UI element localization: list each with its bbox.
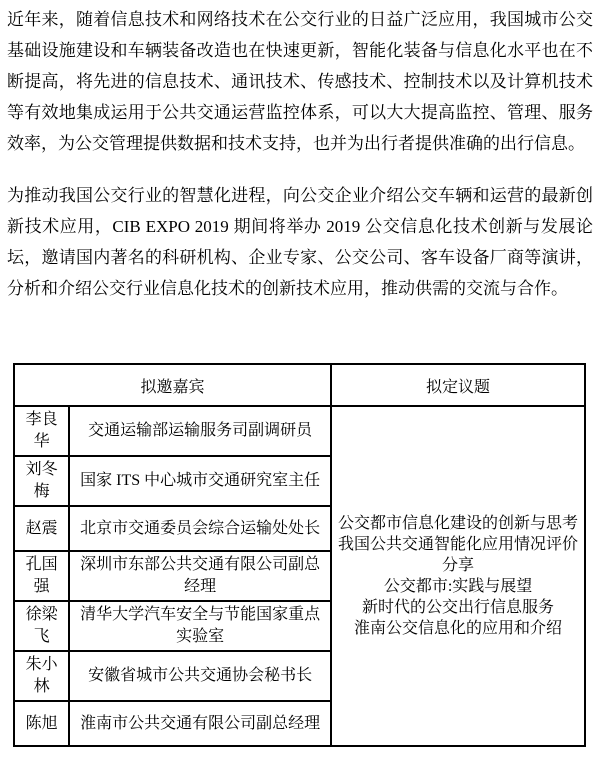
guests-topics-table bbox=[13, 363, 586, 747]
guest-title-cell: 北京市交通委员会综合运输处处长 bbox=[69, 506, 331, 551]
table-header-row bbox=[14, 364, 585, 406]
topic-line: 公交都市信息化建设的创新与思考 bbox=[338, 515, 579, 532]
guest-title-cell: 安徽省城市公共交通协会秘书长 bbox=[69, 651, 331, 701]
guest-title-cell: 交通运输部运输服务司副调研员 bbox=[69, 406, 331, 456]
guest-name-cell: 刘冬梅 bbox=[14, 456, 69, 506]
topic-line: 淮南公交信息化的应用和介绍 bbox=[354, 620, 563, 637]
guest-row bbox=[14, 406, 585, 456]
guest-title-cell: 淮南市公共交通有限公司副总经理 bbox=[69, 701, 331, 746]
topic-line: 我国公共交通智能化应用情况评价分享 bbox=[338, 536, 579, 574]
paragraph-forum-announcement: 为推动我国公交行业的智慧化进程，向公交企业介绍公交车辆和运营的最新创新技术应用，CIB EXPO 2019 期间将举办 2019 公交信息化技术创新与发展论坛，邀请国内著名的科研机构、企业专家、公交公司、客车设备厂商等演讲，分析和介绍公交行业信息化技术的创新技术应用，推动供需的交流与合作。 bbox=[7, 186, 593, 298]
table-header-topics: 拟定议题 bbox=[331, 364, 585, 406]
guest-name-cell: 陈旭 bbox=[14, 701, 69, 746]
guest-name-cell: 朱小林 bbox=[14, 651, 69, 701]
guest-title-cell: 深圳市东部公共交通有限公司副总经理 bbox=[69, 551, 331, 601]
topic-line: 新时代的公交出行信息服务 bbox=[362, 599, 555, 616]
topics-cell bbox=[331, 406, 585, 746]
guest-name-cell: 孔国强 bbox=[14, 551, 69, 601]
guest-title-cell: 国家 ITS 中心城市交通研究室主任 bbox=[69, 456, 331, 506]
guest-name-cell: 赵震 bbox=[14, 506, 69, 551]
guest-title-cell: 清华大学汽车安全与节能国家重点实验室 bbox=[69, 601, 331, 651]
guest-name-cell: 李良华 bbox=[14, 406, 69, 456]
paragraph-transit-informatization: 近年来，随着信息技术和网络技术在公交行业的日益广泛应用，我国城市公交基础设施建设和车辆装备改造也在快速更新，智能化装备与信息化水平也在不断提高，将先进的信息技术、通讯技术、传感技术、控制技术以及计算机技术等有效地集成运用于公共交通运营监控体系，可以大大提高监控、管理、服务效率，为公交管理提供数据和技术支持，也并为出行者提供准确的出行信息。 bbox=[7, 10, 593, 153]
guest-name-cell: 徐梁飞 bbox=[14, 601, 69, 651]
topic-line: 公交都市:实践与展望 bbox=[383, 578, 533, 595]
table-header-guests: 拟邀嘉宾 bbox=[14, 364, 331, 406]
